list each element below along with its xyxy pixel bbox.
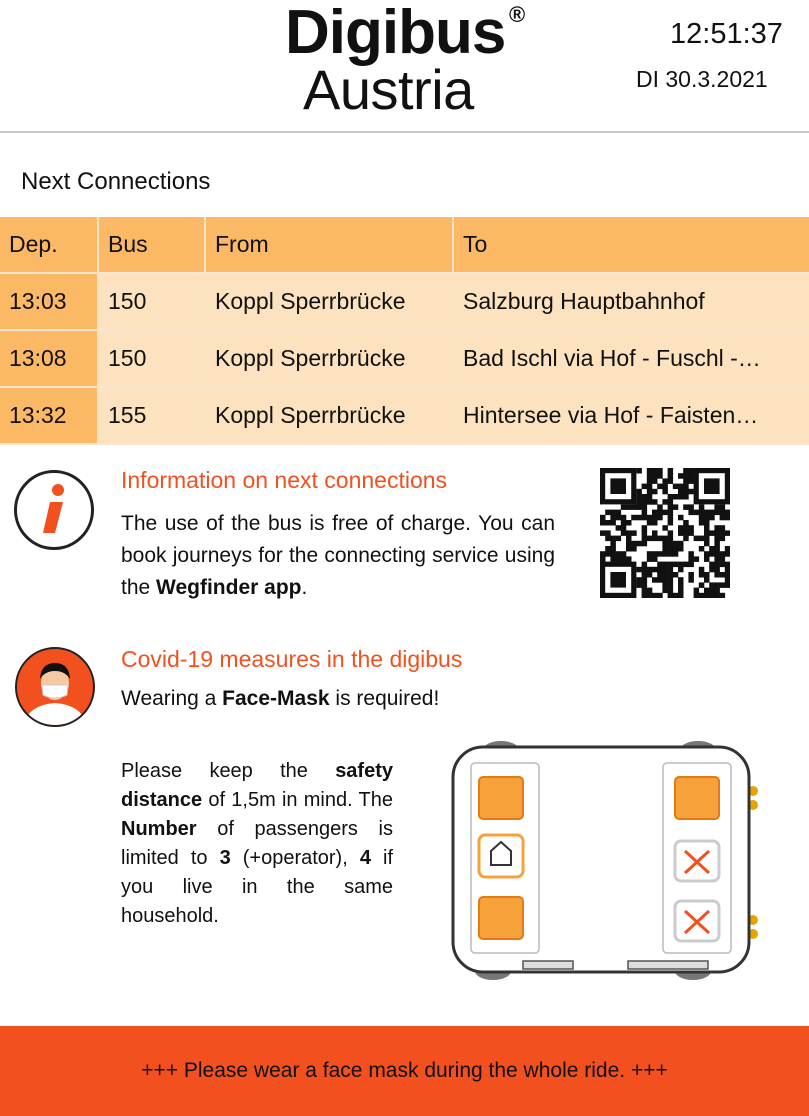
connections-table (0, 217, 809, 445)
table-row (0, 330, 809, 387)
logo-austria: Austria (303, 58, 474, 121)
banner-text: +++ Please wear a face mask during the whole ride. +++ (141, 1059, 668, 1082)
clock-time: 12:51:37 (670, 18, 783, 50)
column-header-dep: Dep. (0, 217, 98, 273)
column-header-bus: Bus (98, 217, 205, 273)
cell-to: Bad Ischl via Hof - Fuschl -… (453, 330, 809, 387)
header-divider (0, 131, 809, 133)
safety-distance-text: Please keep the safety distance of 1,5m in mind. The Number of passengers is limited to 3 (+operator), 4 if you live in the same household. (121, 760, 393, 927)
bus-seating-diagram (443, 733, 763, 988)
cell-from: Koppl Sperrbrücke (205, 330, 453, 387)
column-header-from: From (205, 217, 453, 273)
mask-requirement-text: Wearing a Face-Mask is required! (121, 687, 440, 710)
logo-digibus: Digibus (285, 0, 506, 67)
qr-code-icon[interactable] (600, 468, 730, 598)
cell-to: Hintersee via Hof - Faisten… (453, 387, 809, 444)
info-body: The use of the bus is free of charge. You can book journeys for the connecting service using the Wegfinder app. (121, 512, 555, 599)
cell-dep: 13:08 (0, 330, 98, 387)
covid-heading: Covid-19 measures in the digibus (121, 646, 463, 672)
table-header-row (0, 217, 809, 273)
table-row (0, 273, 809, 330)
column-header-to: To (453, 217, 809, 273)
info-heading: Information on next connections (121, 467, 448, 493)
table-row (0, 387, 809, 444)
cell-from: Koppl Sperrbrücke (205, 387, 453, 444)
cell-to: Salzburg Hauptbahnhof (453, 273, 809, 330)
cell-from: Koppl Sperrbrücke (205, 273, 453, 330)
face-mask-banner (0, 1026, 809, 1116)
info-icon (14, 470, 94, 550)
cell-dep: 13:03 (0, 273, 98, 330)
cell-bus: 150 (98, 330, 205, 387)
clock-date: DI 30.3.2021 (636, 66, 768, 92)
cell-dep: 13:32 (0, 387, 98, 444)
cell-bus: 150 (98, 273, 205, 330)
wegfinder-app-name: Wegfinder app (156, 576, 302, 599)
cell-bus: 155 (98, 387, 205, 444)
face-mask-icon (15, 647, 95, 727)
next-connections-title: Next Connections (21, 168, 211, 195)
logo-registered-mark: ® (509, 2, 526, 27)
